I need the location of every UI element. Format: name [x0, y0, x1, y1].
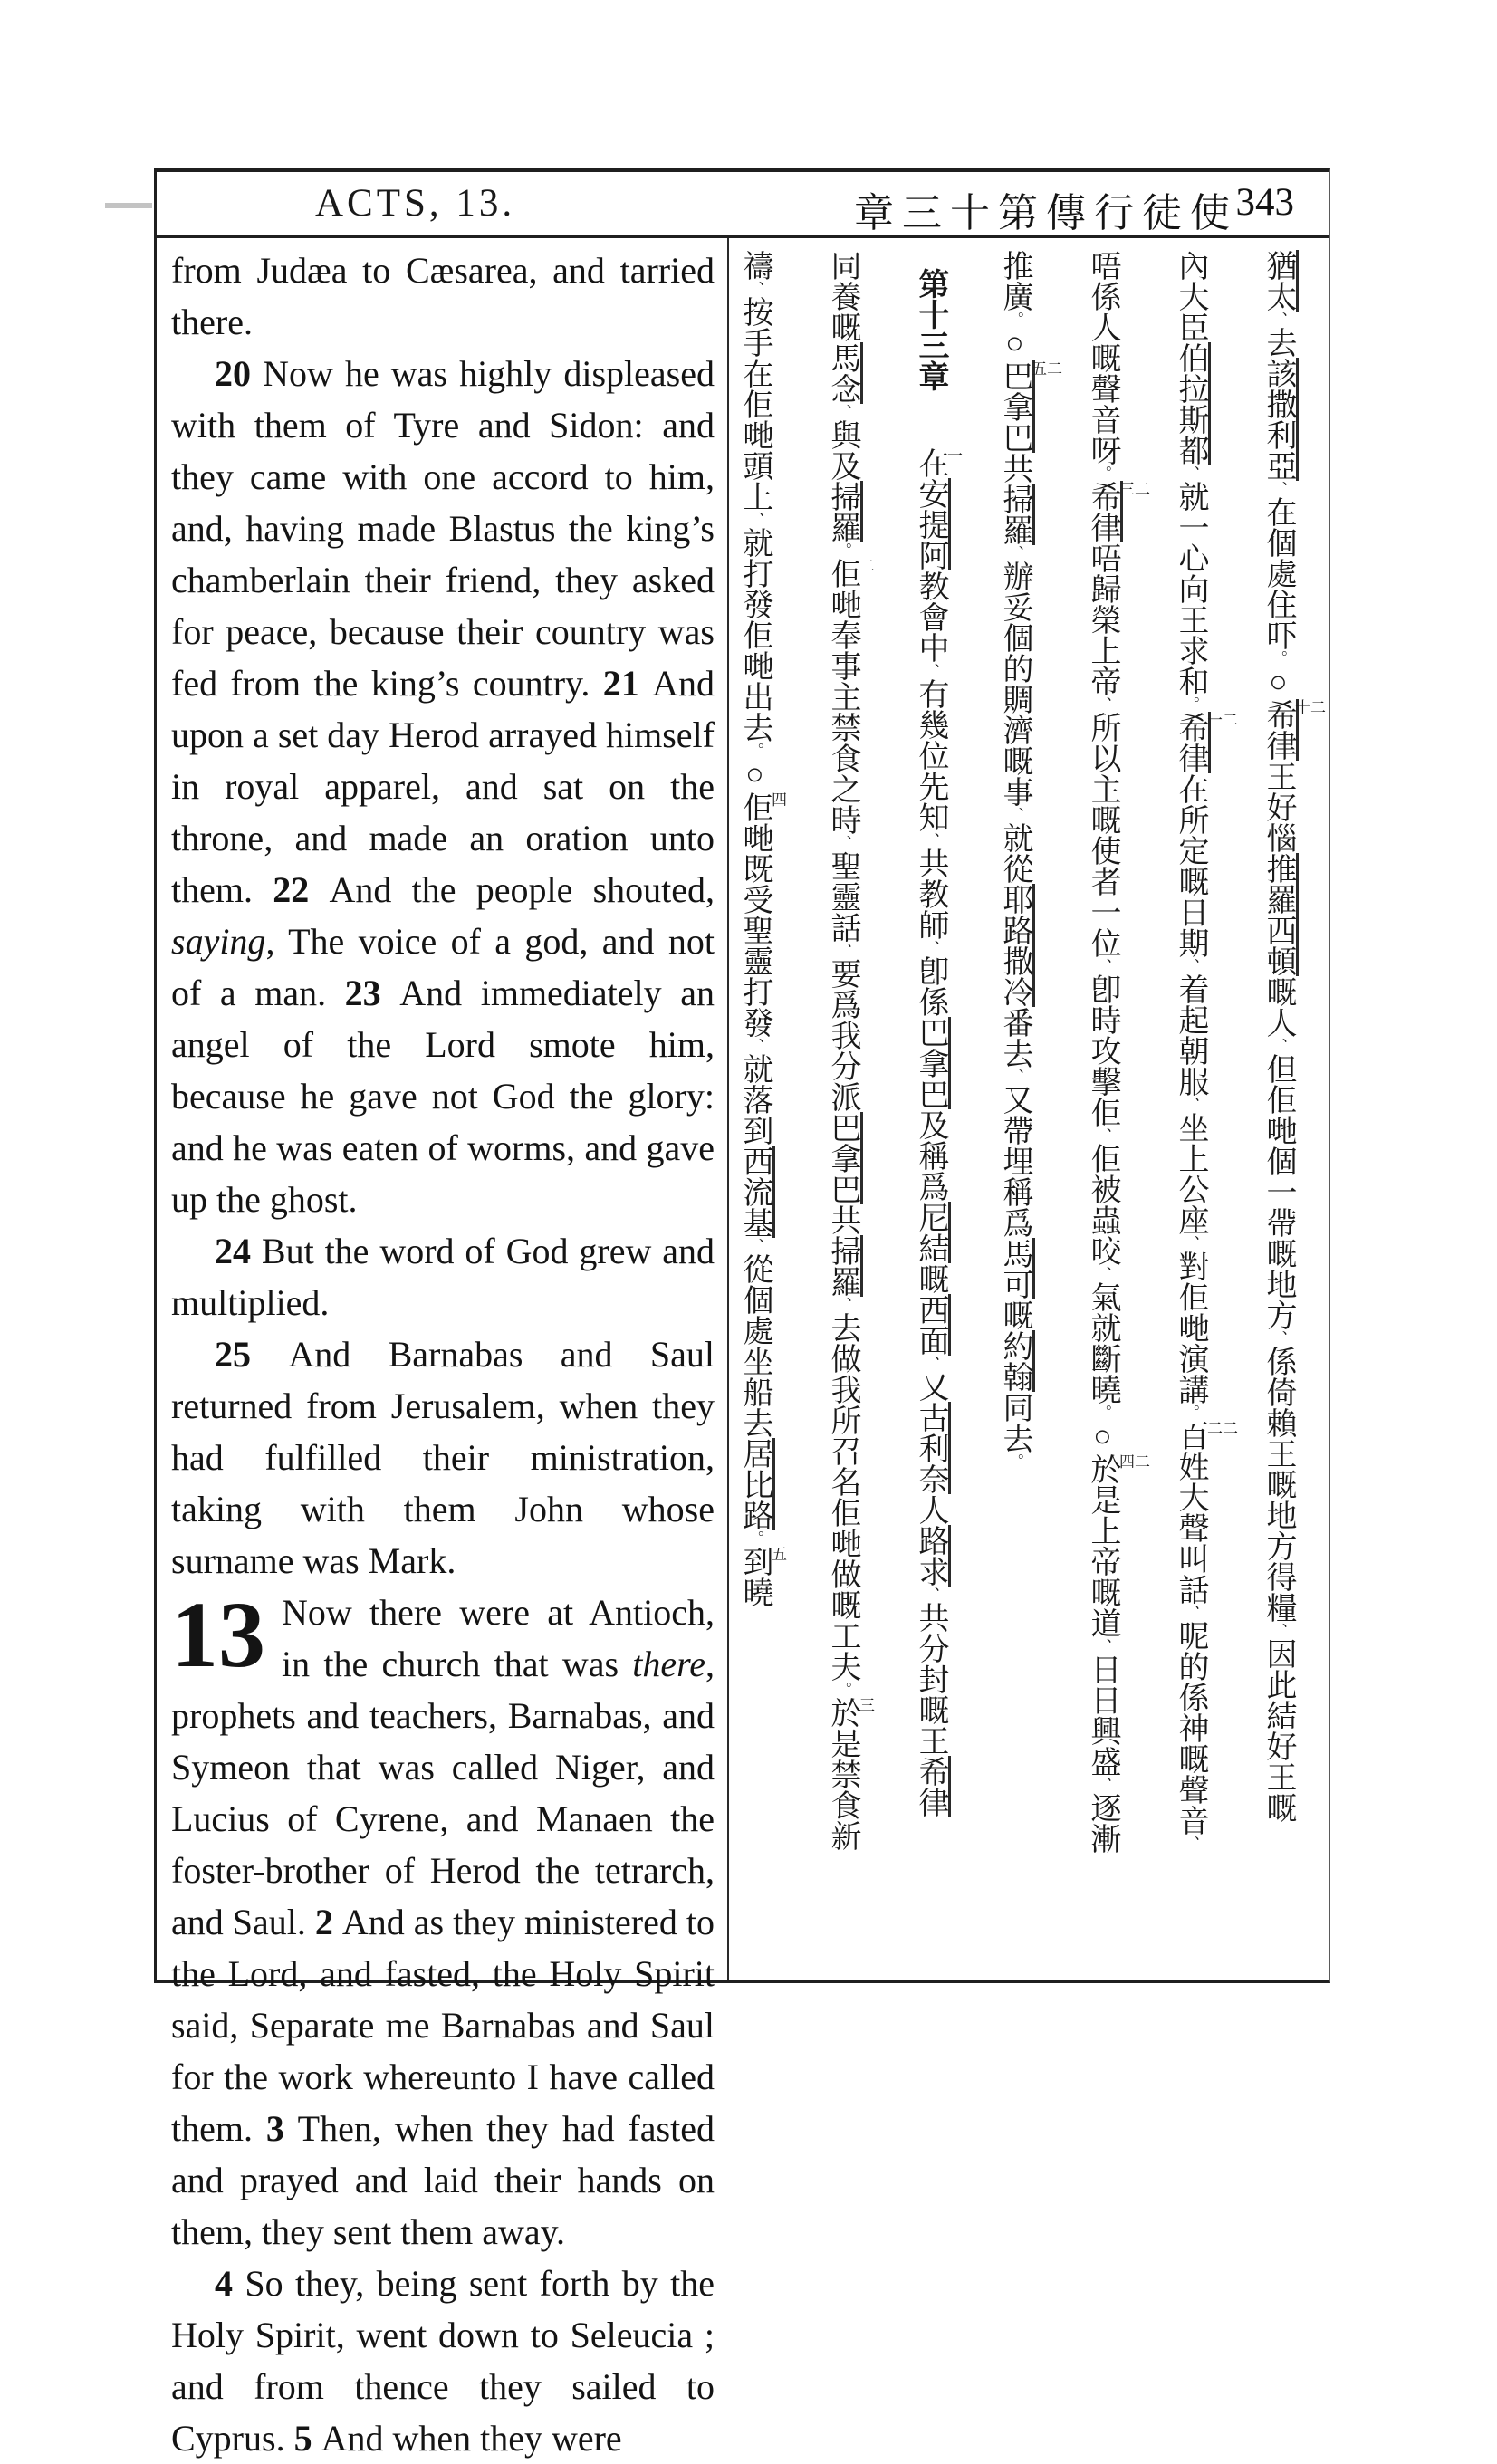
proper-noun: 巴拿巴 — [914, 1017, 951, 1109]
running-head — [157, 172, 1329, 238]
chinese-column: 內大臣伯拉斯都、就一心向王求和。二一希律在所定嘅日期、着起朝服、坐上公座、對佢哋演講。二二百姓大聲叫話、呢的係神嘅聲音、 — [1174, 250, 1237, 1851]
text-run: And immediately an angel of the Lord smote him, because he gave not God the glory: and he was eaten of worms, and gave up the ghost. — [171, 973, 715, 1220]
text-run: 從個處坐船去 — [738, 1253, 772, 1438]
chinese-book-title: 章三十第傳行徒使 — [854, 191, 1238, 235]
proper-noun: 巴拿巴 — [826, 1112, 863, 1204]
english-text-column — [171, 244, 715, 2464]
proper-noun: 尼結 — [914, 1202, 951, 1263]
punctuation: 、 — [834, 943, 851, 958]
punctuation: 、 — [1006, 545, 1023, 561]
text-run: 日日興盛 — [1086, 1654, 1119, 1777]
punctuation: 、 — [746, 281, 763, 296]
proper-noun: 西頓 — [1262, 915, 1299, 976]
proper-noun: 古利奈 — [914, 1402, 951, 1494]
punctuation: 。 — [1270, 650, 1287, 666]
punctuation: 、 — [1270, 1623, 1287, 1638]
punctuation: 、 — [834, 1297, 851, 1312]
text-run: 去 — [1262, 327, 1295, 358]
text-run: And when they were — [321, 2418, 622, 2459]
punctuation: 、 — [1182, 1235, 1199, 1251]
verse-number: 21 — [602, 663, 653, 704]
text-run: 又帶埋稱爲 — [998, 1084, 1032, 1238]
punctuation: 、 — [1270, 481, 1287, 496]
paragraph — [171, 2258, 715, 2464]
text-run: ○ — [1086, 1420, 1119, 1453]
punctuation: 、 — [922, 832, 939, 848]
text-run: 有幾位先知 — [914, 678, 947, 832]
proper-noun: 約翰 — [998, 1330, 1035, 1392]
punctuation: 。 — [834, 1682, 851, 1697]
text-run: 唔係人嘅聲音呀 — [1086, 250, 1119, 465]
text-run: 卽係 — [914, 955, 947, 1017]
punctuation: 、 — [922, 1356, 939, 1371]
text-run: , prophets and teachers, Barnabas, and Symeon that was called Niger, and Lucius of Cyrene, and Manaen the foster-brother of Herod the tetrarch, and Saul. — [171, 1644, 715, 1942]
text-run: , The voice of a god, and not of a man. — [171, 921, 715, 1013]
text-run: 係倚賴王嘅地方得糧 — [1262, 1346, 1295, 1623]
punctuation: 、 — [1006, 1069, 1023, 1084]
punctuation: 、 — [1094, 958, 1111, 973]
chinese-text-columns — [738, 244, 1325, 1972]
punctuation: 、 — [1006, 807, 1023, 822]
punctuation: 、 — [1094, 1266, 1111, 1281]
text-run: And as they ministered to the Lord, and fasted, the Holy Spirit said, Separate me Barnabas and Saul for the work whereunto I have called them. — [171, 1902, 715, 2149]
text-run: 與及 — [826, 419, 859, 481]
text-run: ○ — [1262, 666, 1295, 699]
text-run: 到曉 — [738, 1546, 772, 1607]
text-run: 在所定嘅日期 — [1174, 773, 1207, 958]
proper-noun: 希律 — [1262, 699, 1299, 761]
text-run: 就從 — [998, 822, 1032, 884]
punctuation: 、 — [1270, 1038, 1287, 1053]
text-run: 就一心向王求和 — [1174, 481, 1207, 696]
proper-noun: 掃羅 — [826, 1235, 863, 1297]
punctuation: 、 — [834, 835, 851, 850]
paragraph — [171, 1225, 715, 1328]
chapter-number-dropcap: 13 — [171, 1583, 265, 1687]
text-run: 嘅 — [914, 1263, 947, 1294]
text-run: 及稱爲 — [914, 1109, 947, 1202]
proper-noun: 馬可 — [998, 1238, 1035, 1299]
text-run: 坐上公座 — [1174, 1112, 1207, 1235]
chinese-column: 禱、按手在佢哋頭上、就打發佢哋出去。○四佢哋既受聖靈打發、就落到西流基、從個處坐船去居比路。五到曉 — [738, 250, 786, 1607]
text-run: 又 — [914, 1371, 947, 1402]
punctuation: 。 — [746, 743, 763, 758]
text-run: 但佢哋個一帶嘅地方 — [1262, 1053, 1295, 1330]
text-run: 於是上帝嘅道 — [1086, 1453, 1119, 1638]
punctuation: 、 — [1270, 1330, 1287, 1346]
proper-noun: 路求 — [914, 1525, 951, 1587]
text-run: 在 — [914, 447, 947, 478]
punctuation: 、 — [746, 1238, 763, 1253]
text-run: 番去 — [998, 1007, 1032, 1069]
proper-noun: 馬念 — [826, 342, 863, 404]
text-run: ○ — [998, 327, 1032, 360]
text-run: 於是禁食新 — [826, 1697, 859, 1851]
text-run: 着起朝服 — [1174, 973, 1207, 1097]
punctuation: 、 — [1094, 1127, 1111, 1143]
punctuation: 。 — [1182, 696, 1199, 712]
page-number: 343 — [1235, 181, 1294, 224]
verse-number: 23 — [344, 973, 400, 1013]
paragraph — [171, 348, 715, 1225]
text-run: 嘅人 — [1262, 976, 1295, 1038]
text-run: 王好惱 — [1262, 761, 1295, 853]
proper-noun: 猶太 — [1262, 250, 1299, 312]
punctuation: 。 — [834, 542, 851, 558]
punctuation: 、 — [1182, 1097, 1199, 1112]
verse-number: 5 — [293, 2418, 321, 2459]
proper-noun: 希律 — [1086, 481, 1123, 542]
english-book-title: ACTS, 13. — [315, 182, 516, 225]
punctuation: 、 — [1182, 1836, 1199, 1851]
proper-noun: 希律 — [914, 1756, 951, 1817]
text-run: 聖靈話 — [826, 850, 859, 943]
italic-text: there — [632, 1644, 705, 1684]
punctuation: 、 — [1182, 958, 1199, 973]
chapter-title: 第十三章 — [914, 268, 947, 391]
punctuation: 。 — [1094, 465, 1111, 481]
punctuation: 、 — [1270, 312, 1287, 327]
text-run: Then, when they had fasted and prayed and laid their hands on them, they sent them away. — [171, 2108, 715, 2252]
chinese-column: 推廣。○二五巴拿巴共掃羅、辦妥個的賙濟嘅事、就從耶路撒冷番去、又帶埋稱爲馬可嘅約翰同去。 — [998, 250, 1061, 1469]
text-run: 百姓大聲叫話 — [1174, 1420, 1207, 1605]
italic-text: saying — [171, 921, 266, 962]
paragraph — [171, 1583, 715, 2258]
text-run: 卽時攻擊佢 — [1086, 973, 1119, 1127]
punctuation: 、 — [922, 940, 939, 955]
text-run: 教會中 — [914, 570, 947, 663]
punctuation: 、 — [1094, 1638, 1111, 1654]
punctuation: 。 — [1094, 1405, 1111, 1420]
text-run: 逐漸 — [1086, 1792, 1119, 1854]
text-run: 共教師 — [914, 848, 947, 940]
proper-noun: 西流基 — [738, 1146, 775, 1238]
chinese-column: 唔係人嘅聲音呀。二三希律唔歸榮上帝、所以主嘅使者一位、卽時攻擊佢、佢被蟲咬、氣就斷曉。○二四於是上帝嘅道、日日興盛、逐漸 — [1086, 250, 1149, 1854]
punctuation: 。 — [1006, 312, 1023, 327]
text-run: 辦妥個的賙濟嘅事 — [998, 561, 1032, 807]
punctuation: 。 — [1182, 1405, 1199, 1420]
proper-noun: 巴拿巴 — [998, 360, 1035, 453]
proper-noun: 該撒利亞 — [1262, 358, 1299, 481]
chinese-column: 同養嘅馬念、與及掃羅。二佢哋奉事主禁食之時、聖靈話、要爲我分派巴拿巴共掃羅、去做我所召名佢哋做嘅工夫。三於是禁食新 — [826, 250, 874, 1851]
punctuation: 、 — [1182, 1605, 1199, 1620]
paragraph — [171, 1328, 715, 1587]
proper-noun: 掃羅 — [826, 481, 863, 542]
text-run: 佢哋既受聖靈打發 — [738, 791, 772, 1038]
text-run: And the people shouted, — [329, 869, 715, 910]
proper-noun: 伯拉斯都 — [1174, 342, 1211, 465]
punctuation: 、 — [1094, 696, 1111, 712]
proper-noun: 推羅 — [1262, 853, 1299, 915]
verse-number: 3 — [265, 2108, 298, 2149]
text-run: And upon a set day Herod arrayed himself in royal apparel, and sat on the throne, and made an oration unto them. — [171, 663, 715, 910]
text-run: 去做我所召名佢哋做嘅工夫 — [826, 1312, 859, 1682]
page-frame — [154, 168, 1330, 2459]
verse-number: 22 — [273, 869, 330, 910]
punctuation: 、 — [922, 663, 939, 678]
punctuation: 。 — [746, 1530, 763, 1546]
text-run: 佢哋奉事主禁食之時 — [826, 558, 859, 835]
proper-noun: 安提阿 — [914, 478, 951, 570]
text-run: 要爲我分派 — [826, 958, 859, 1112]
text-run: ○ — [738, 758, 772, 791]
text-run: 同去 — [998, 1392, 1032, 1453]
text-run: But the word of God grew and multiplied. — [171, 1231, 715, 1323]
text-run: 禱 — [738, 250, 772, 281]
text-run: 就打發佢哋出去 — [738, 527, 772, 743]
proper-noun: 耶路撒冷 — [998, 884, 1035, 1007]
text-run: 呢的係神嘅聲音 — [1174, 1620, 1207, 1836]
column-divider — [727, 238, 729, 1980]
verse-number: 24 — [215, 1231, 262, 1271]
margin-mark — [105, 203, 152, 208]
chinese-column: 猶太、去該撒利亞、在個處住吓。○二十希律王好惱推羅西頓嘅人、但佢哋個一帶嘅地方、係倚賴王嘅地方得糧、因此結好王嘅 — [1262, 250, 1325, 1823]
punctuation: 、 — [746, 1038, 763, 1053]
punctuation: 、 — [922, 1587, 939, 1602]
text-run: 佢被蟲咬 — [1086, 1143, 1119, 1266]
text-run: 唔歸榮上帝 — [1086, 542, 1119, 696]
text-run: 共 — [826, 1204, 859, 1235]
text-run: 按手在佢哋頭上 — [738, 296, 772, 512]
paragraph — [171, 244, 715, 348]
text-run: 共 — [998, 453, 1032, 484]
text-run: 氣就斷曉 — [1086, 1281, 1119, 1405]
text-run: And Barnabas and Saul returned from Jerusalem, when they had fulfilled their ministration, taking with them John whose surname was Mark. — [171, 1334, 715, 1581]
proper-noun: 希律 — [1174, 712, 1211, 773]
verse-number: 4 — [215, 2263, 245, 2304]
verse-number: 25 — [215, 1334, 289, 1375]
text-run: from Judæa to Cæsarea, and tarried there. — [171, 250, 715, 342]
proper-noun: 西面 — [914, 1294, 951, 1356]
text-run: 嘅 — [998, 1299, 1032, 1330]
punctuation: 、 — [834, 404, 851, 419]
text-run: So they, being sent forth by the Holy Spirit, went down to Seleucia ; and from thence they sailed to Cyprus. — [171, 2263, 715, 2459]
verse-number: 2 — [314, 1902, 342, 1942]
punctuation: 、 — [746, 512, 763, 527]
text-run: 人 — [914, 1494, 947, 1525]
punctuation: 。 — [1006, 1453, 1023, 1469]
text-run: 所以主嘅使者一位 — [1086, 712, 1119, 958]
text-run: Now there were at Antioch, in the church that was — [282, 1592, 715, 1684]
text-run: 對佢哋演講 — [1174, 1251, 1207, 1405]
text-run: 推廣 — [998, 250, 1032, 312]
punctuation: 、 — [1094, 1777, 1111, 1792]
chinese-column: 第十三章一在安提阿教會中、有幾位先知、共教師、卽係巴拿巴及稱爲尼結嘅西面、又古利奈人路求、共分封嘅王希律 — [914, 268, 962, 1817]
punctuation: 、 — [1182, 465, 1199, 481]
proper-noun: 掃羅 — [998, 484, 1035, 545]
text-run: Now he was highly displeased with them of Tyre and Sidon: and they came with one accord to him, and, having made Blastus the king’s chamberlain their friend, they asked for peace, because their country was fed from the king’s country. — [171, 353, 715, 704]
verse-number: 20 — [215, 353, 264, 394]
text-run: 因此結好王嘅 — [1262, 1638, 1295, 1823]
text-run: 內大臣 — [1174, 250, 1207, 342]
text-run: 就落到 — [738, 1053, 772, 1146]
proper-noun: 居比路 — [738, 1438, 775, 1530]
text-run: 共分封嘅王 — [914, 1602, 947, 1756]
text-run: 同養嘅 — [826, 250, 859, 342]
text-run: 在個處住吓 — [1262, 496, 1295, 650]
